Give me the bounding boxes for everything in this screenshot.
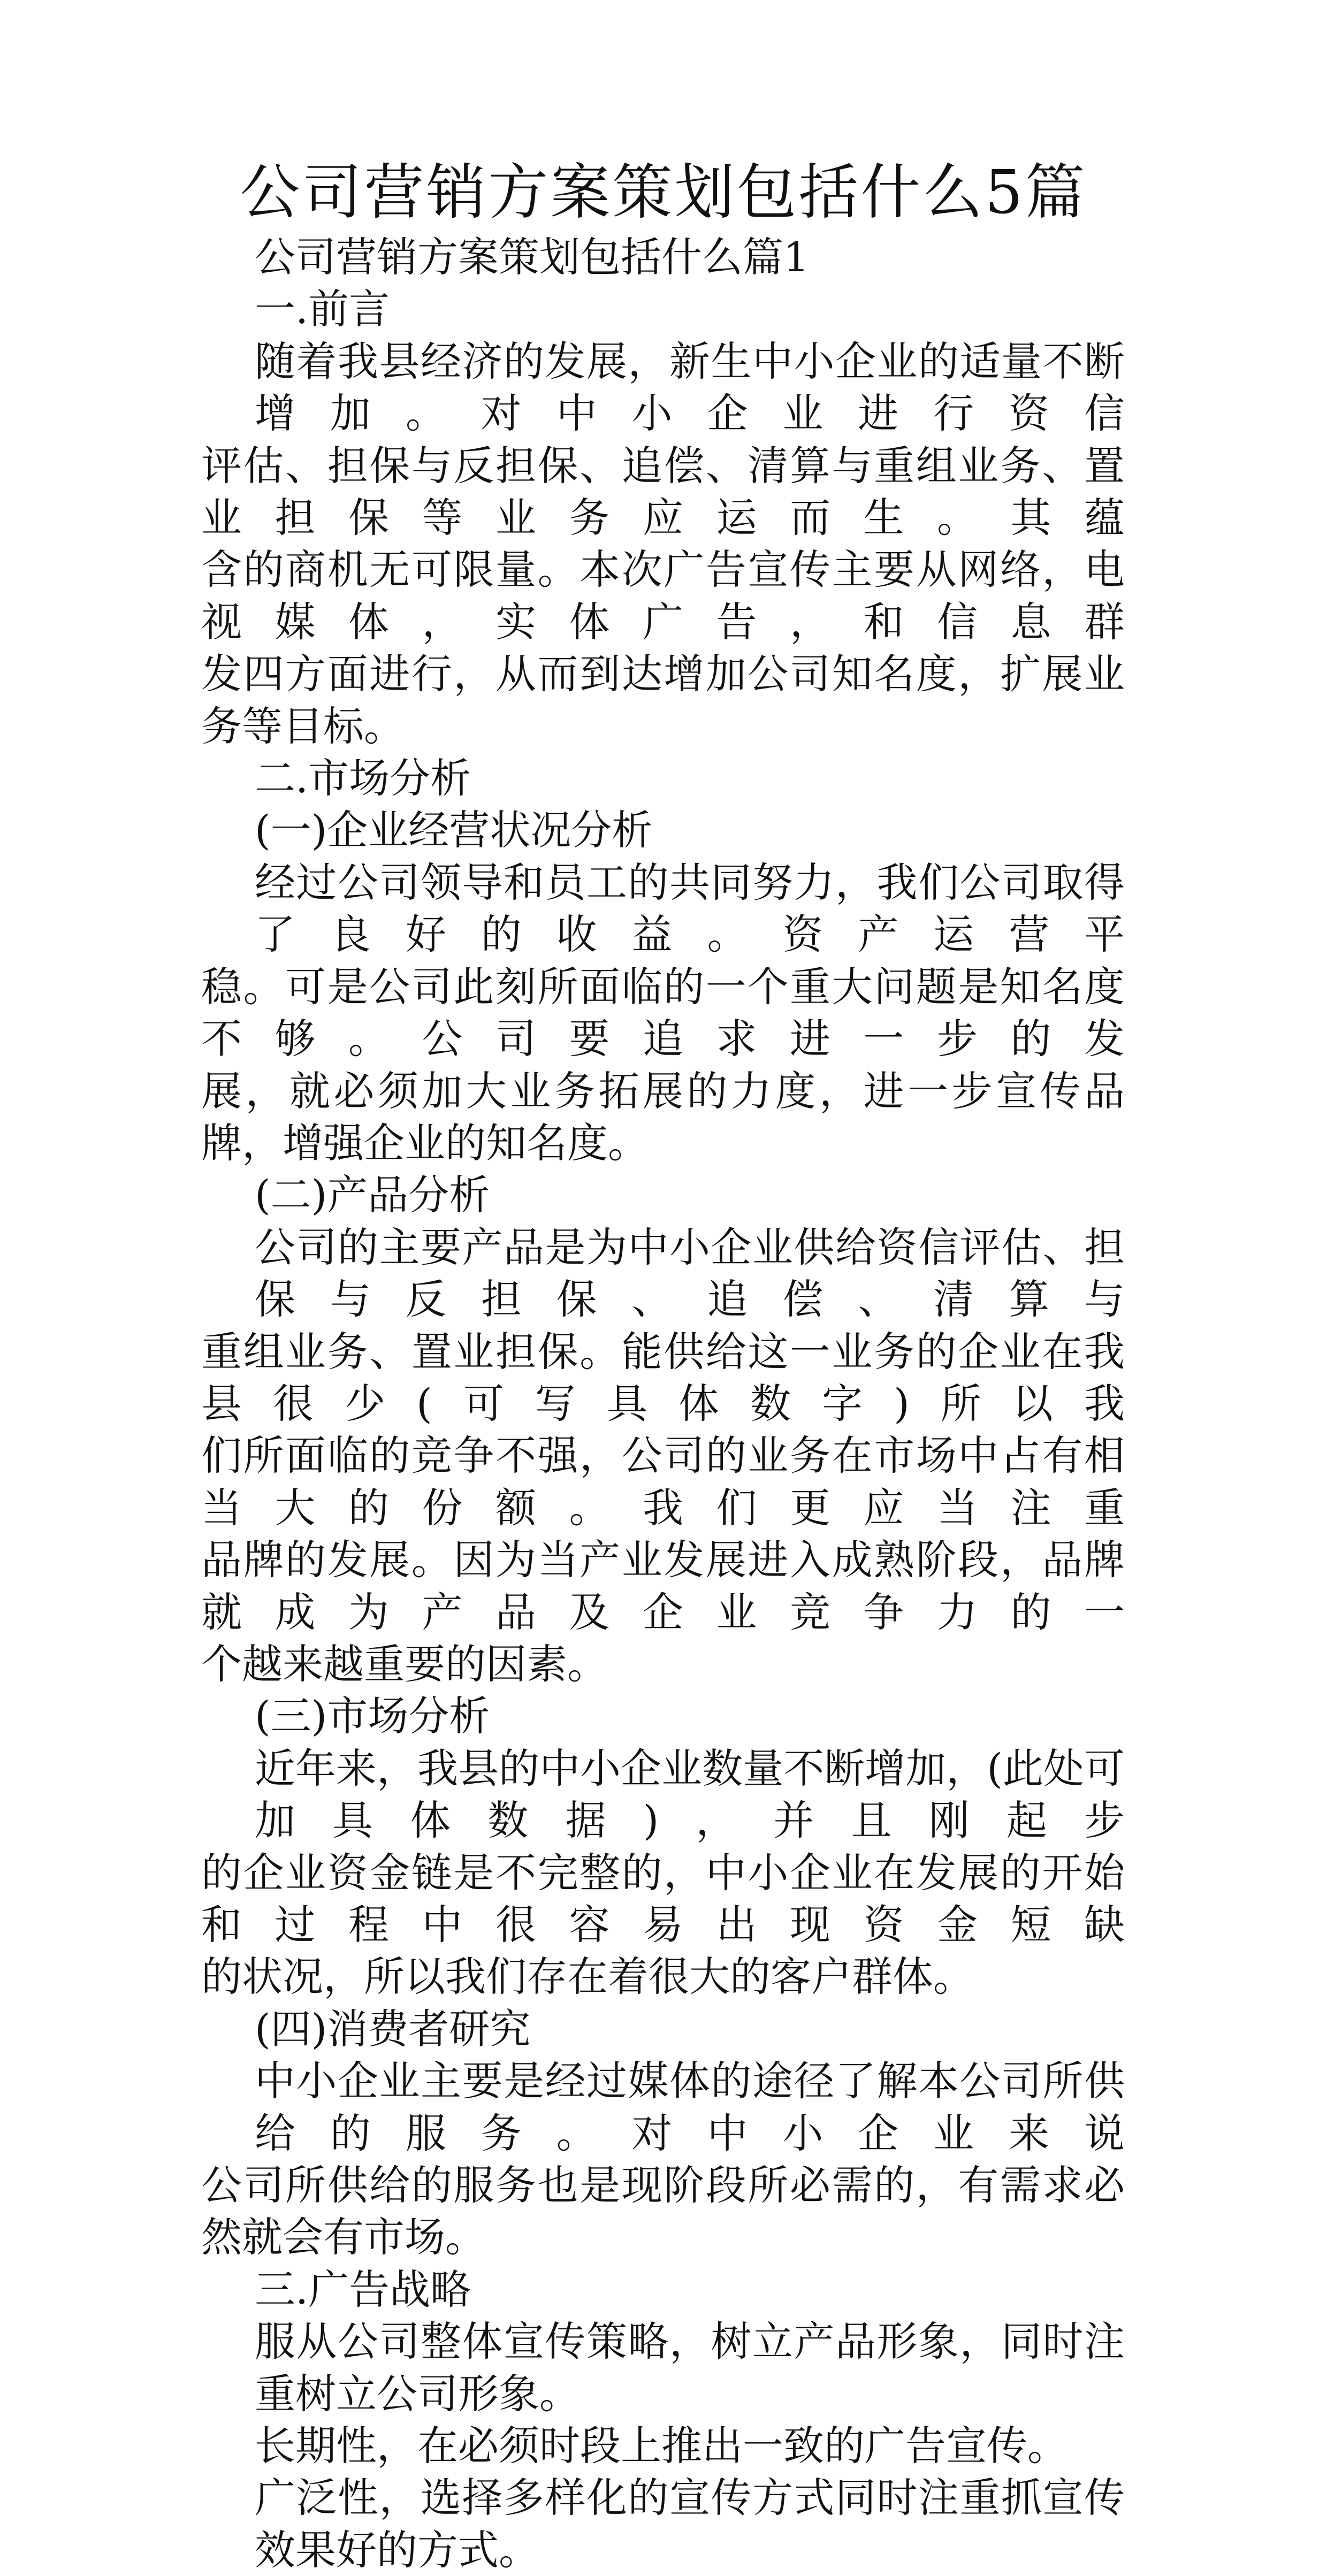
text-line: 重组业务、置业担保。能供给这一业务的企业在我县很少(可写具体数字)所以我 — [201, 1327, 1125, 1427]
paragraph — [201, 2472, 1125, 2576]
paragraph — [201, 1221, 1125, 1691]
text-line: 服从公司整体宣传策略，树立产品形象，同时注重树立公司形象。 — [255, 2318, 1125, 2418]
section-heading — [201, 283, 1125, 335]
text-line: (一)企业经营状况分析 — [255, 806, 653, 854]
text-line: (二)产品分析 — [255, 1171, 490, 1219]
section-heading — [201, 1169, 1125, 1221]
paragraph — [201, 1742, 1125, 2003]
section-heading — [201, 2003, 1125, 2055]
text-line: 公司所供给的服务也是现阶段所必需的，有需求必然就会有市场。 — [201, 2161, 1125, 2261]
paragraph — [201, 2420, 1125, 2472]
paragraph — [201, 2315, 1125, 2420]
text-line: 中小企业主要是经过媒体的途径了解本公司所供给的服务。对中小企业来说 — [255, 2057, 1125, 2157]
paragraph — [201, 2055, 1125, 2264]
paragraph — [201, 857, 1125, 1169]
text-line: 的状况，所以我们存在着很大的客户群体。 — [201, 1953, 974, 2001]
text-line: 们所面临的竞争不强，公司的业务在市场中占有相当大的份额。我们更应当注重 — [201, 1432, 1125, 1532]
text-line: 近年来，我县的中小企业数量不断增加，(此处可加具体数据)，并且刚起步 — [255, 1744, 1125, 1845]
section-heading — [201, 804, 1125, 856]
text-line: 随着我县经济的发展，新生中小企业的适量不断增加。对中小企业进行资信 — [255, 337, 1125, 438]
document-title: 公司营销方案策划包括什么5篇 — [240, 158, 1087, 227]
text-line: 经过公司领导和员工的共同努力，我们公司取得了良好的收益。资产运营平 — [255, 858, 1125, 959]
text-line: (三)市场分析 — [255, 1692, 490, 1740]
paragraph — [201, 335, 1125, 752]
text-line: (四)消费者研究 — [255, 2005, 531, 2053]
text-line: 品牌的发展。因为当产业发展进入成熟阶段，品牌就成为产品及企业竞争力的一 — [201, 1536, 1125, 1636]
text-line: 发四方面进行，从而到达增加公司知名度，扩展业务等目标。 — [201, 650, 1125, 750]
section-heading — [201, 1690, 1125, 1742]
text-line: 三.广告战略 — [255, 2265, 471, 2313]
text-line: 个越来越重要的因素。 — [201, 1640, 608, 1688]
text-line: 广泛性，选择多样化的宣传方式同时注重抓宣传效果好的方式。 — [255, 2474, 1125, 2574]
section-heading — [201, 231, 1125, 283]
text-line: 含的商机无可限量。本次广告宣传主要从网络，电视媒体，实体广告，和信息群 — [201, 546, 1125, 646]
text-line: 评估、担保与反担保、追偿、清算与重组业务、置业担保等业务应运而生。其蕴 — [201, 441, 1125, 542]
section-heading — [201, 2264, 1125, 2315]
text-line: 一.前言 — [255, 285, 390, 333]
text-line: 长期性，在必须时段上推出一致的广告宣传。 — [255, 2422, 1068, 2470]
section-heading — [201, 752, 1125, 804]
text-line: 展，就必须加大业务拓展的力度，进一步宣传品牌，增强企业的知名度。 — [201, 1067, 1125, 1167]
document-body — [201, 231, 1125, 2576]
text-line: 二.市场分析 — [255, 754, 471, 802]
text-line: 公司的主要产品是为中小企业供给资信评估、担保与反担保、追偿、清算与 — [255, 1223, 1125, 1324]
text-line: 稳。可是公司此刻所面临的一个重大问题是知名度不够。公司要追求进一步的发 — [201, 962, 1125, 1063]
text-line: 公司营销方案策划包括什么篇1 — [255, 233, 810, 281]
text-line: 的企业资金链是不完整的，中小企业在发展的开始和过程中很容易出现资金短缺 — [201, 1848, 1125, 1948]
